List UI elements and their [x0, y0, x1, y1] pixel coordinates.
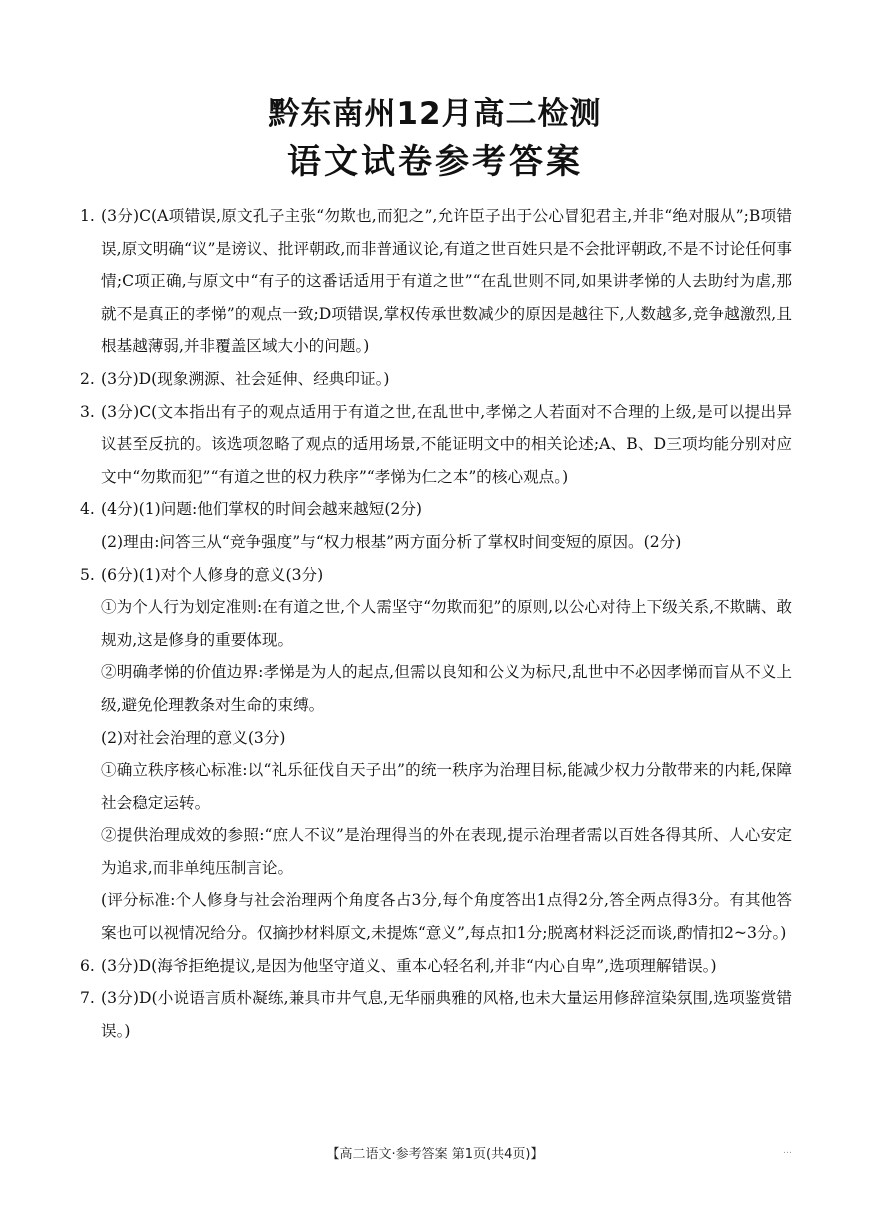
answer-item-7	[80, 982, 792, 1047]
answer-text: ②提供治理成效的参照:“庶人不议”是治理得当的外在表现,提示治理者需以百姓各得其所、人心安定为追求,而非单纯压制言论。	[101, 826, 792, 877]
page-subtitle: 语文试卷参考答案	[287, 142, 583, 182]
footer-mark: …	[783, 1146, 792, 1156]
answers-body	[80, 200, 792, 1047]
answer-item-2	[80, 363, 792, 396]
answer-item-1	[80, 200, 792, 363]
answer-item-6	[80, 950, 792, 983]
answer-number: 3.	[80, 402, 95, 421]
answer-text: (4分)(1)问题:他们掌权的时间会越来越短(2分)	[101, 500, 423, 519]
answer-number: 1.	[80, 207, 95, 225]
answer-text: (3分)D(小说语言质朴凝练,兼具市井气息,无华丽典雅的风格,也未大量运用修辞渲染氛围,选项鉴赏错误。)	[101, 989, 792, 1040]
answer-item-5	[80, 559, 792, 950]
answer-text: ②明确孝悌的价值边界:孝悌是为人的起点,但需以良知和公义为标尺,乱世中不必因孝悌而盲从不义上级,避免伦理教条对生命的束缚。	[101, 663, 792, 714]
answer-item-3	[80, 396, 792, 494]
answer-number: 4.	[80, 500, 95, 519]
answer-item-4	[80, 493, 792, 558]
answer-text: (6分)(1)对个人修身的意义(3分)	[101, 565, 324, 584]
scoring-criteria: (评分标准:个人修身与社会治理两个角度各占3分,每个角度答出1点得2分,答全两点得3分。有其他答案也可以视情况给分。仅摘抄材料原文,未提炼“意义”,每点扣1分;脱离材料泛泛而谈,酌情扣2~3分。)	[101, 891, 792, 943]
answer-text: (3分)D(海爷拒绝提议,是因为他坚守道义、重本心轻名利,并非“内心自卑”,选项理解错误。)	[101, 956, 717, 975]
answer-text: ①为个人行为划定准则:在有道之世,个人需坚守“勿欺而犯”的原则,以公心对待上下级关系,不欺瞒、敢规劝,这是修身的重要体现。	[101, 598, 793, 649]
answer-text: (2)对社会治理的意义(3分)	[101, 728, 286, 747]
answer-number: 2.	[80, 369, 95, 388]
page-footer: 【高二语文·参考答案 第1页(共4页)】	[326, 1147, 544, 1162]
answer-text: (3分)C(A项错误,原文孔子主张“勿欺也,而犯之”,允许臣子出于公心冒犯君主,并非“绝对服从”;B项错误,原文明确“议”是谤议、批评朝政,而非普通议论,有道之世百姓只是不会批评朝政,不是不讨论任何事情;C项正确,与原文中“有子的这番话适用于有道之世”“在乱世则不同,如果讲孝悌的人去助纣为虐,那就不是真正的孝悌”的观点一致;D项错误,掌权传承世数减少的原因是越往下,人数越多,竞争越激烈,且根基越薄弱,并非覆盖区域大小的问题。)	[101, 207, 792, 356]
answer-text: (2)理由:问答三从“竞争强度”与“权力根基”两方面分析了掌权时间变短的原因。(2分)	[101, 532, 682, 551]
answer-number: 5.	[80, 565, 95, 584]
answer-number: 6.	[80, 956, 95, 975]
answer-number: 7.	[80, 989, 95, 1008]
answer-text: ①确立秩序核心标准:以“礼乐征伐自天子出”的统一秩序为治理目标,能减少权力分散带来的内耗,保障社会稳定运转。	[101, 761, 792, 812]
answer-text: (3分)C(文本指出有子的观点适用于有道之世,在乱世中,孝悌之人若面对不合理的上级,是可以提出异议甚至反抗的。该选项忽略了观点的适用场景,不能证明文中的相关论述;A、B、D三项均能分别对应文中“勿欺而犯”“有道之世的权力秩序”“孝悌为仁之本”的核心观点。)	[101, 402, 792, 486]
page-title: 黔东南州12月高二检测	[268, 96, 602, 132]
answer-text: (3分)D(现象溯源、社会延伸、经典印证。)	[101, 369, 390, 388]
